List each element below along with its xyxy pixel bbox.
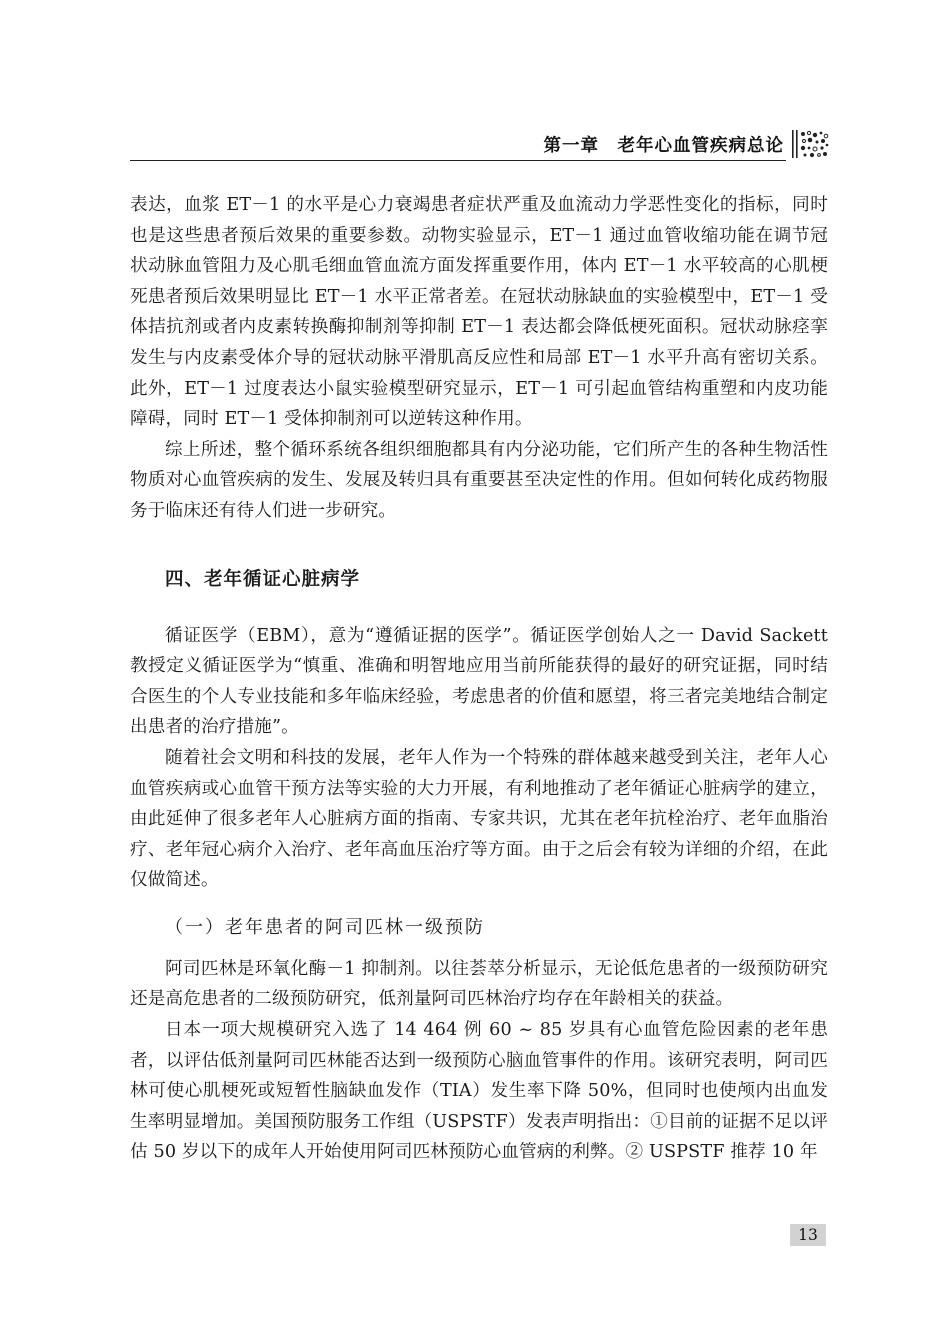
chapter-title: 第一章 老年心血管疾病总论 bbox=[543, 135, 784, 156]
paragraph: 随着社会文明和科技的发展，老年人作为一个特殊的群体越来越受到关注，老年人心血管疾病或心血管干预方法等实验的大力开展，有利地推动了老年循证心脏病学的建立，由此延伸了很多老年人心脏病方面的指南、专家共识，尤其在老年抗栓治疗、老年血脂治疗、老年冠心病介入治疗、老年高血压治疗等方面。由于之后会有较为详细的介绍，在此仅做简述。 bbox=[130, 747, 828, 891]
header-rule bbox=[130, 160, 786, 161]
paragraph: 循证医学（EBM），意为“遵循证据的医学”。循证医学创始人之一 David Sackett 教授定义循证医学为“慎重、准确和明智地应用当前所能获得的最好的研究证据，同时结合医生的个人专业技能和多年临床经验，考虑患者的价值和愿望，将三者完美地结合制定出患者的治疗措施”。 bbox=[130, 625, 828, 738]
paragraph: 表达，血浆 ET－1 的水平是心力衰竭患者症状严重及血流动力学恶性变化的指标，同时也是这些患者预后效果的重要参数。动物实验显示，ET－1 通过血管收缩功能在调节冠状动脉血管阻力及心肌毛细血管血流方面发挥重要作用，体内 ET－1 水平较高的心肌梗死患者预后效果明显比 ET－1 水平正常者差。在冠状动脉缺血的实验模型中，ET－1 受体拮抗剂或者内皮素转换酶抑制剂等抑制 ET－1 表达都会降低梗死面积。冠状动脉痉挛发生与内皮素受体介导的冠状动脉平滑肌高反应性和局部 ET－1 水平升高有密切关系。此外，ET－1 过度表达小鼠实验模型研究显示，ET－1 可引起血管结构重塑和内皮功能障碍，同时 ET－1 受体抑制剂可以逆转这种作用。 bbox=[130, 195, 828, 430]
paragraph: 综上所述，整个循环系统各组织细胞都具有内分泌功能，它们所产生的各种生物活性物质对心血管疾病的发生、发展及转归具有重要甚至决定性的作用。但如何转化成药物服务于临床还有待人们进一步研究。 bbox=[130, 439, 828, 521]
dot-pattern-icon bbox=[792, 128, 830, 160]
running-header bbox=[130, 128, 830, 160]
section-heading: 四、老年循证心脏病学 bbox=[165, 568, 361, 590]
subsection-heading: （一）老年患者的阿司匹林一级预防 bbox=[165, 916, 485, 938]
page-body bbox=[130, 190, 828, 1168]
paragraph: 阿司匹林是环氧化酶－1 抑制剂。以往荟萃分析显示，无论低危患者的一级预防研究还是高危患者的二级预防研究，低剂量阿司匹林治疗均存在年龄相关的获益。 bbox=[130, 958, 828, 1010]
page-number: 13 bbox=[790, 1224, 826, 1246]
paragraph: 日本一项大规模研究入选了 14 464 例 60 ~ 85 岁具有心血管危险因素的老年患者，以评估低剂量阿司匹林能否达到一级预防心脑血管事件的作用。该研究表明，阿司匹林可使心肌梗死或短暂性脑缺血发作（TIA）发生率下降 50%，但同时也使颅内出血发生率明显增加。美国预防服务工作组（USPSTF）发表声明指出：①目前的证据不足以评估 50 岁以下的成年人开始使用阿司匹林预防心血管病的利弊。② USPSTF 推荐 10 年 bbox=[130, 1020, 828, 1163]
